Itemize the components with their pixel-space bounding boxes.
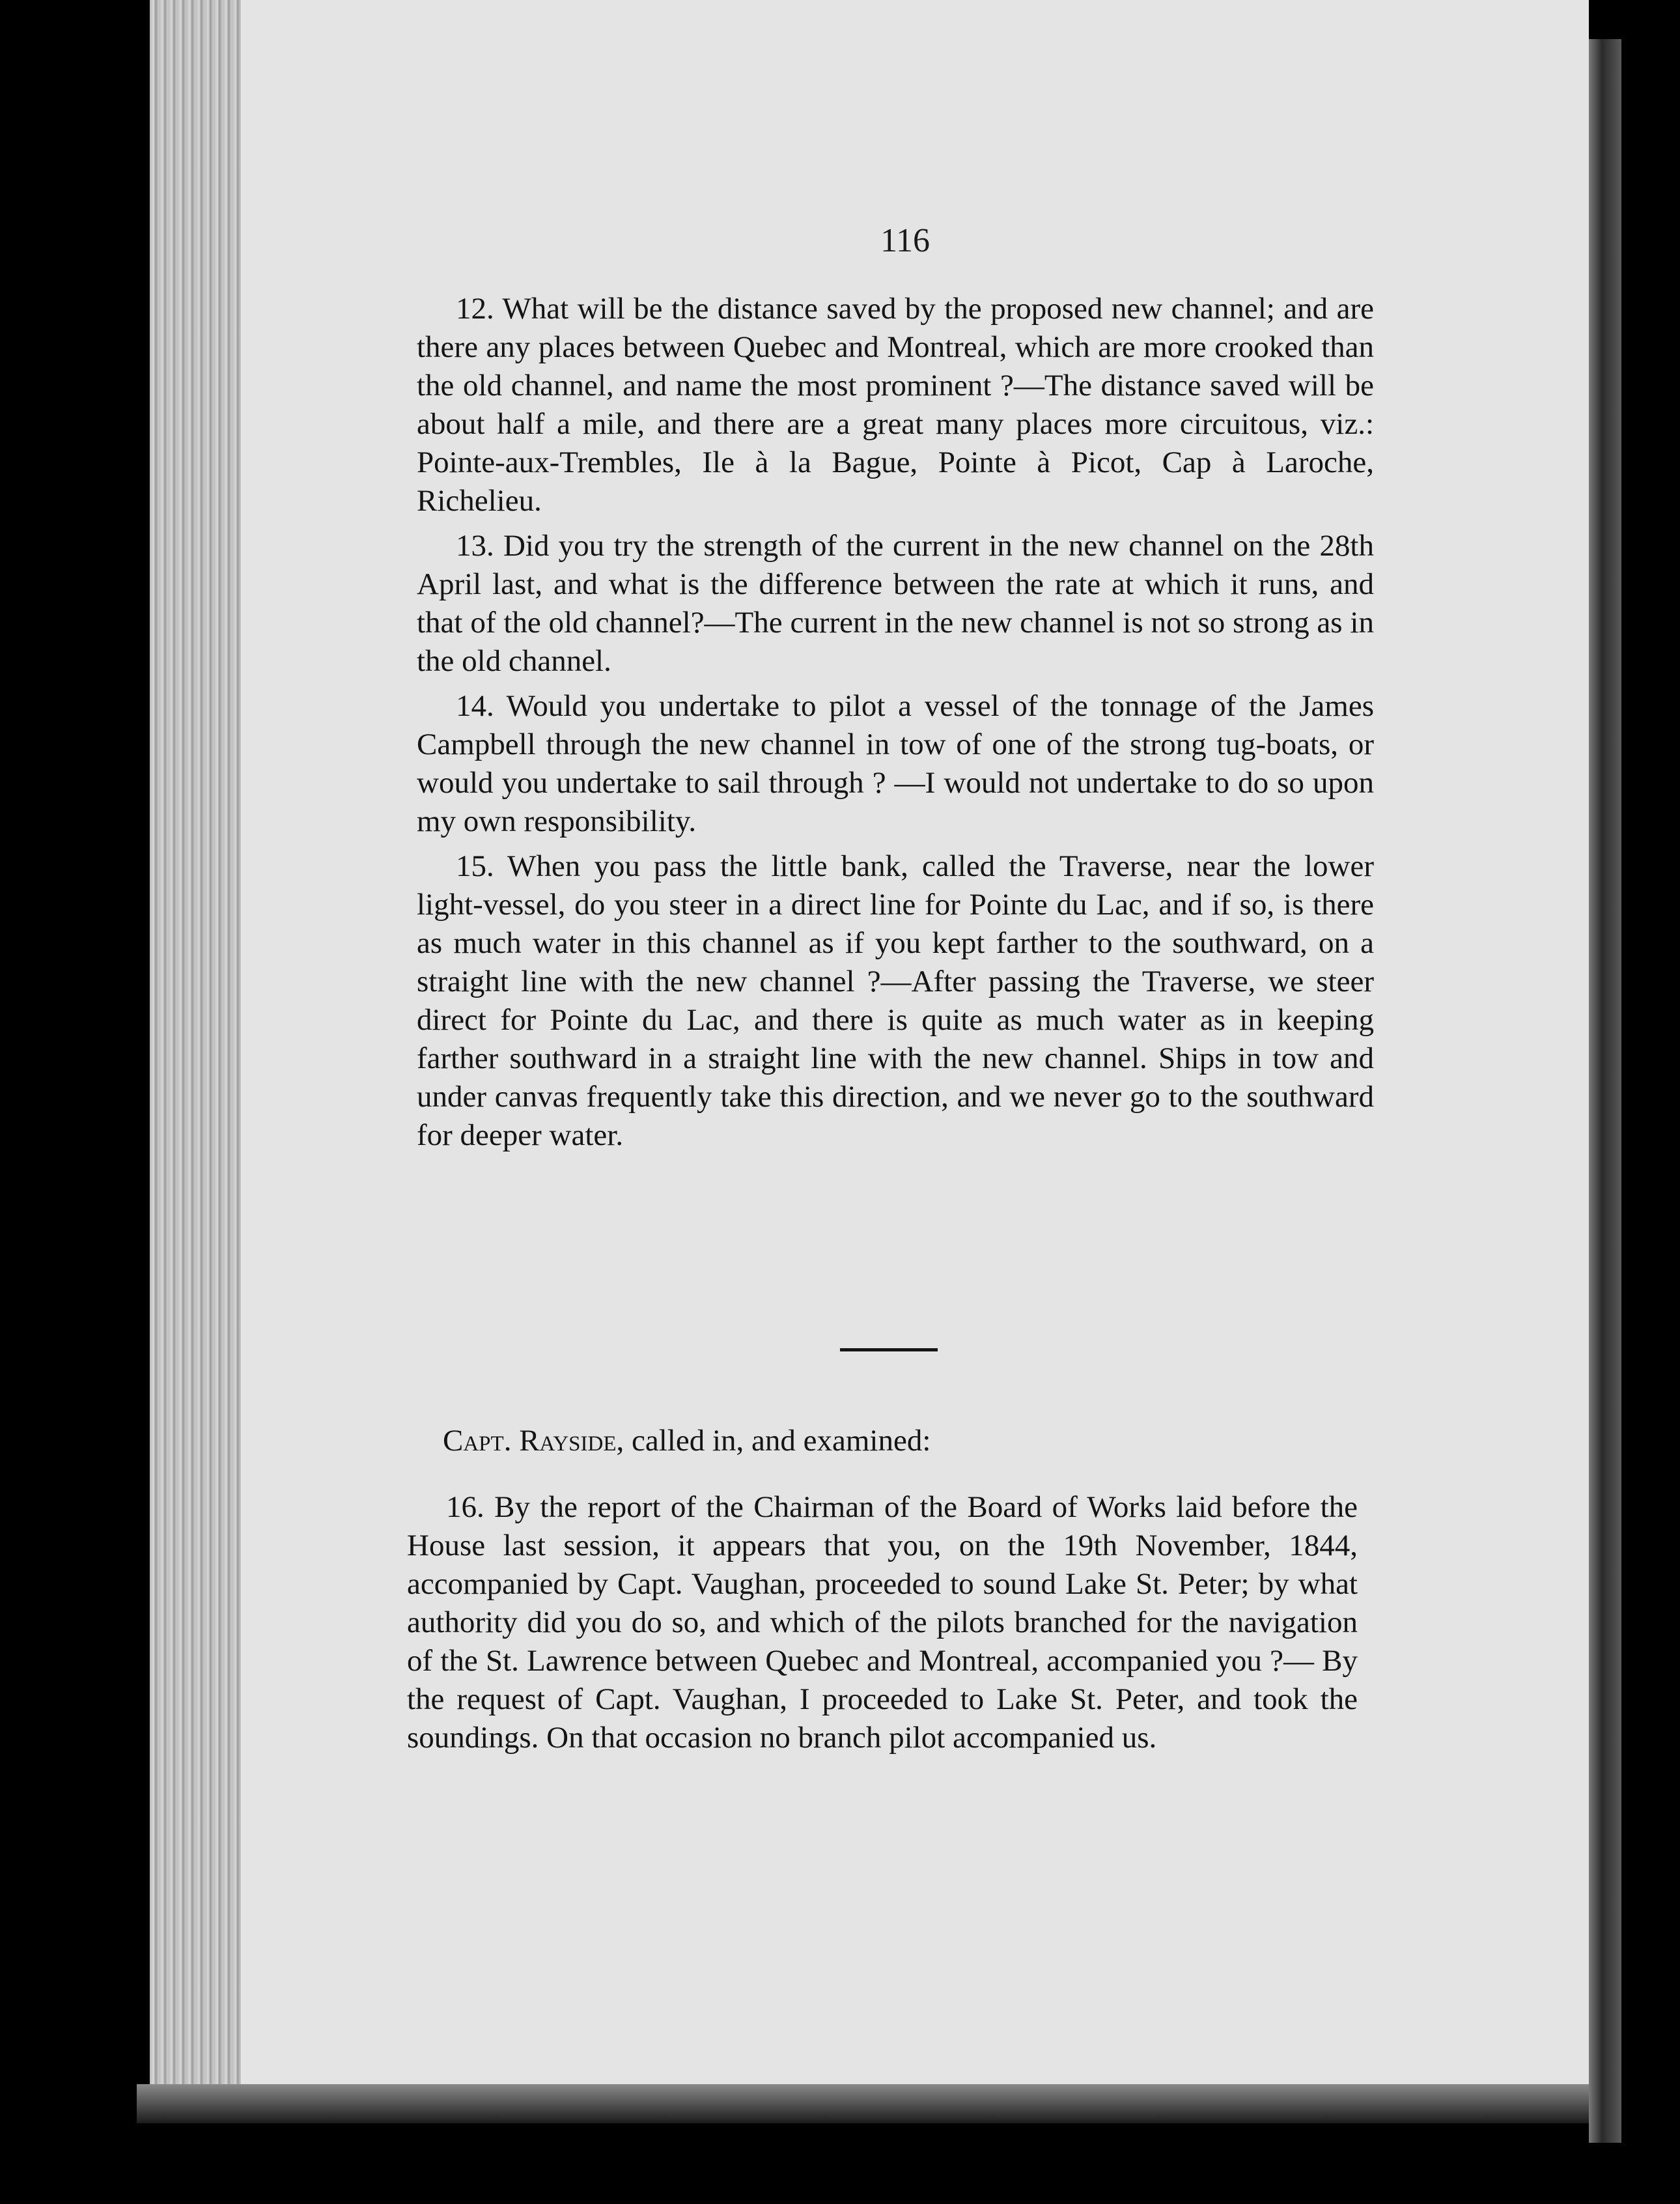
section-divider [840, 1348, 938, 1351]
book-spine [1589, 39, 1621, 2143]
page-number: 116 [880, 222, 931, 259]
scan-border-right [1621, 0, 1680, 2204]
witness-heading [443, 1423, 1354, 1458]
questions-block-top [417, 290, 1374, 1161]
page-bottom-shadow [137, 2084, 1602, 2123]
question-16: 16. By the report of the Chairman of the Board of Works laid before the House last session, it appears that you, on the 19th November, 1844, accompanied by Capt. Vaughan, proceeded to sound Lake St. Peter; by what authority did you do so, and which of the pilots branched for the navigation of the St. Lawrence between Quebec and Montreal, accompanied you ?— By the request of Capt. Vaughan, I proceeded to Lake St. Peter, and took the soundings. On that occasion no branch pilot accompanied us. [407, 1490, 1358, 1755]
witness-name: Capt. Rayside [443, 1424, 617, 1458]
question-13: 13. Did you try the strength of the current in the new channel on the 28th April last, and what is the difference between the rate at which it runs, and that of the old channel?—The current in the new channel is not so strong as in the old channel. [417, 529, 1374, 678]
witness-heading-rest: , called in, and examined: [616, 1424, 931, 1458]
scan-border-left [0, 0, 150, 2204]
question-12: 12. What will be the distance saved by the proposed new channel; and are there any places between Quebec and Montreal, which are more crooked than the old channel, and name the most prominent ?—The distance saved will be about half a mile, and there are a great many places more circuitous, viz.: Pointe-aux-Trembles, Ile à la Bague, Pointe à Picot, Cap à Laroche, Richelieu. [417, 292, 1374, 518]
questions-block-bottom [407, 1488, 1358, 1764]
question-15: 15. When you pass the little bank, called the Traverse, near the lower light-vessel, do you steer in a direct line for Pointe du Lac, and if so, is there as much water in this channel as if you kept farther to the southward, on a straight line with the new channel ?—After passing the Traverse, we steer direct for Pointe du Lac, and there is quite as much water as in keeping farther southward in a straight line with the new channel. Ships in tow and under canvas frequently take this direction, and we never go to the southward for deeper water. [417, 849, 1374, 1152]
stacked-page-edges [150, 0, 241, 2097]
question-14: 14. Would you undertake to pilot a vessel of the tonnage of the James Campbell through the new channel in tow of one of the strong tug-boats, or would you undertake to sail through ? —I would not undertake to do so upon my own responsibility. [417, 689, 1374, 838]
